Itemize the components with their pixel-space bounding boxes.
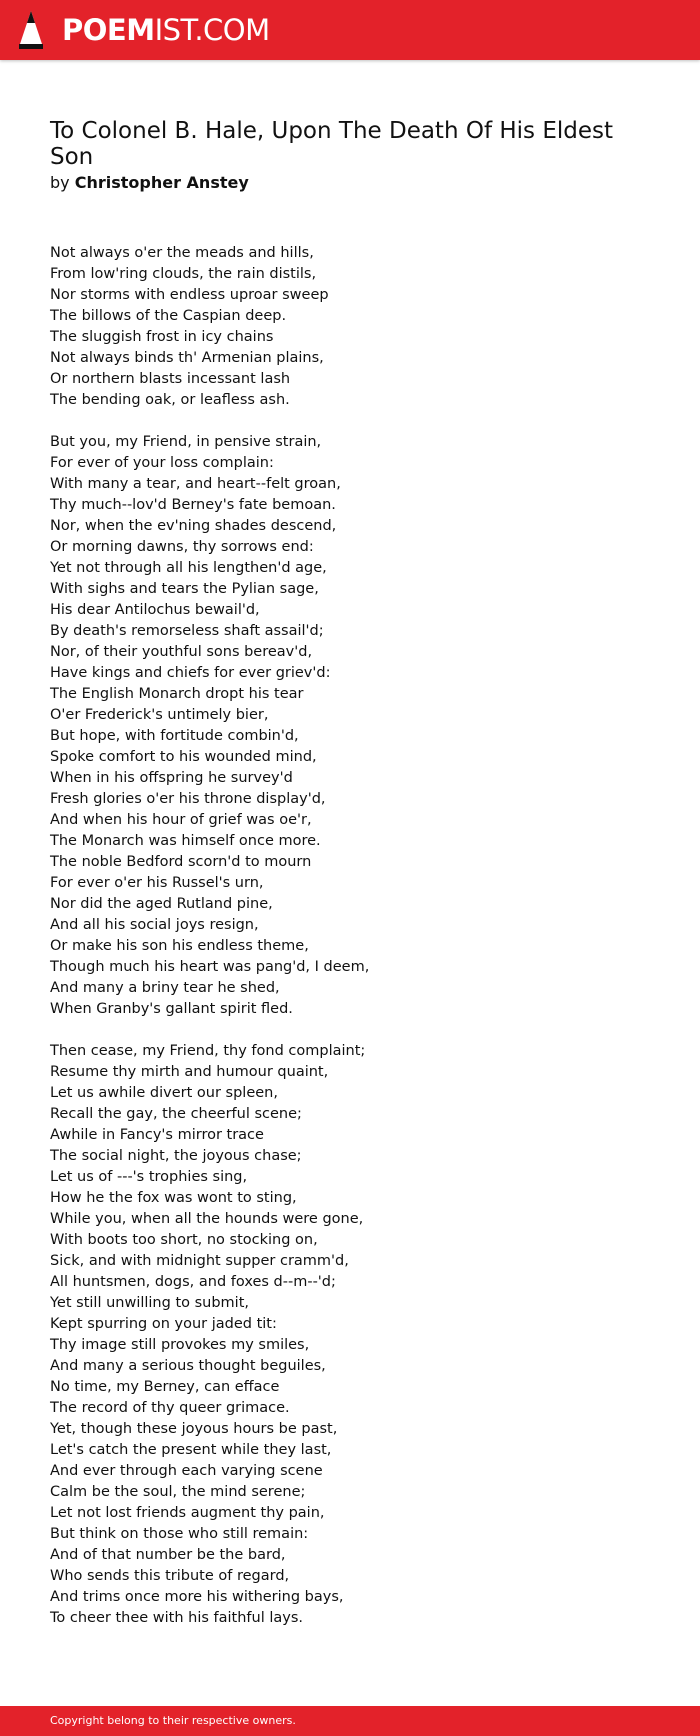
poem-line: Nor, of their youthful sons bereav'd, [50, 644, 313, 660]
stanza [50, 243, 650, 411]
poem-title: To Colonel B. Hale, Upon The Death Of His Eldest Son [50, 118, 614, 170]
poem-line: Yet still unwilling to submit, [50, 1295, 249, 1311]
poem-line: The English Monarch dropt his tear [50, 686, 304, 702]
poem-line: The social night, the joyous chase; [50, 1148, 302, 1164]
poem-line: But think on those who still remain: [50, 1526, 309, 1542]
poem-line: But hope, with fortitude combin'd, [50, 728, 299, 744]
site-footer [0, 1706, 700, 1736]
poem-line: Who sends this tribute of regard, [50, 1568, 290, 1584]
copyright-text: Copyright belong to their respective owners. [50, 1714, 296, 1727]
poem-line: From low'ring clouds, the rain distils, [50, 266, 317, 282]
site-logo[interactable] [62, 12, 270, 48]
poem-line: For ever o'er his Russel's urn, [50, 875, 264, 891]
poem-line: Calm be the soul, the mind serene; [50, 1484, 306, 1500]
poem-line: Awhile in Fancy's mirror trace [50, 1127, 264, 1143]
poem-line: Resume thy mirth and humour quaint, [50, 1064, 329, 1080]
poem-line: When in his offspring he survey'd [50, 770, 293, 786]
by-label: by [50, 173, 70, 192]
poem-line: How he the fox was wont to sting, [50, 1190, 297, 1206]
poem-line: Let us of ---'s trophies sing, [50, 1169, 248, 1185]
poem-line: Yet not through all his lengthen'd age, [50, 560, 327, 576]
poem-line: With many a tear, and heart--felt groan, [50, 476, 341, 492]
poem-line: O'er Frederick's untimely bier, [50, 707, 269, 723]
poem-line: And when his hour of grief was oe'r, [50, 812, 312, 828]
poem-line: By death's remorseless shaft assail'd; [50, 623, 324, 639]
brand-light: IST.COM [154, 13, 270, 47]
poem-line: Or northern blasts incessant lash [50, 371, 291, 387]
poem-line: And many a serious thought beguiles, [50, 1358, 326, 1374]
poem-line: Spoke comfort to his wounded mind, [50, 749, 317, 765]
poem-line: The bending oak, or leafless ash. [50, 392, 290, 408]
poem-line: Let not lost friends augment thy pain, [50, 1505, 325, 1521]
poem-line: While you, when all the hounds were gone, [50, 1211, 364, 1227]
stanza [50, 1041, 650, 1629]
poem-line: Recall the gay, the cheerful scene; [50, 1106, 302, 1122]
brand-bold: POEM [62, 13, 155, 47]
pencil-tip-icon[interactable] [18, 10, 44, 50]
poem-line: And ever through each varying scene [50, 1463, 323, 1479]
poem-line: To cheer thee with his faithful lays. [50, 1610, 304, 1626]
poem-line: With boots too short, no stocking on, [50, 1232, 318, 1248]
poem-line: Thy much--lov'd Berney's fate bemoan. [50, 497, 336, 513]
poem-line: With sighs and tears the Pylian sage, [50, 581, 319, 597]
poem-line: Let us awhile divert our spleen, [50, 1085, 278, 1101]
poem-line: Thy image still provokes my smiles, [50, 1337, 310, 1353]
poem-line: Nor, when the ev'ning shades descend, [50, 518, 337, 534]
poem-line: Not always o'er the meads and hills, [50, 245, 314, 261]
poem-line: Nor storms with endless uproar sweep [50, 287, 329, 303]
poem-line: Fresh glories o'er his throne display'd, [50, 791, 326, 807]
poem-line: The sluggish frost in icy chains [50, 329, 274, 345]
poem-line: Then cease, my Friend, thy fond complaint; [50, 1043, 366, 1059]
poem-line: Have kings and chiefs for ever griev'd: [50, 665, 331, 681]
poem-line: And many a briny tear he shed, [50, 980, 280, 996]
poem-line: Sick, and with midnight supper cramm'd, [50, 1253, 349, 1269]
poem-line: Let's catch the present while they last, [50, 1442, 332, 1458]
poem-line: The noble Bedford scorn'd to mourn [50, 854, 312, 870]
poem-line: The record of thy queer grimace. [50, 1400, 290, 1416]
author-name: Christopher Anstey [74, 173, 249, 192]
poem-line: And trims once more his withering bays, [50, 1589, 344, 1605]
poem-line: Or make his son his endless theme, [50, 938, 309, 954]
poem-line: All huntsmen, dogs, and foxes d--m--'d; [50, 1274, 336, 1290]
poem-line: And all his social joys resign, [50, 917, 259, 933]
poem-line: Nor did the aged Rutland pine, [50, 896, 273, 912]
byline [50, 173, 249, 193]
poem-line: His dear Antilochus bewail'd, [50, 602, 260, 618]
poem-line: Though much his heart was pang'd, I deem, [50, 959, 370, 975]
poem-line: Yet, though these joyous hours be past, [50, 1421, 338, 1437]
site-header [0, 0, 700, 60]
stanza [50, 432, 650, 1020]
poem-line: When Granby's gallant spirit fled. [50, 1001, 293, 1017]
poem-line: Not always binds th' Armenian plains, [50, 350, 324, 366]
poem-line: The billows of the Caspian deep. [50, 308, 287, 324]
poem-line: The Monarch was himself once more. [50, 833, 321, 849]
poem-line: For ever of your loss complain: [50, 455, 274, 471]
poem-body [50, 243, 650, 1650]
poem-line: No time, my Berney, can efface [50, 1379, 280, 1395]
poem-line: But you, my Friend, in pensive strain, [50, 434, 322, 450]
poem-line: And of that number be the bard, [50, 1547, 286, 1563]
poem-line: Kept spurring on your jaded tit: [50, 1316, 277, 1332]
poem-line: Or morning dawns, thy sorrows end: [50, 539, 314, 555]
